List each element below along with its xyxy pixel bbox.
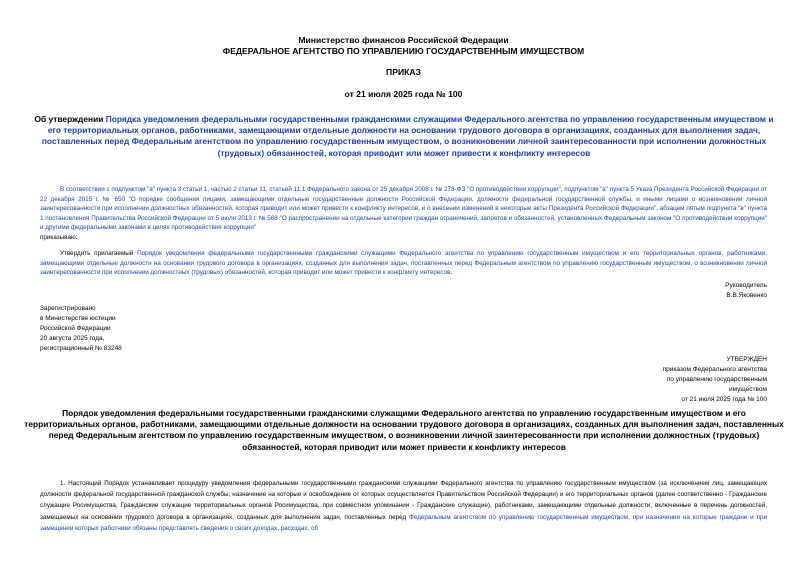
- approved-line: имуществом: [728, 386, 767, 393]
- registration-line: Российской Федерации: [40, 325, 111, 332]
- order-title-prefix: Об утверждении: [34, 114, 106, 124]
- document-date-number: от 21 июля 2025 года № 100: [344, 89, 463, 99]
- legal-basis-link[interactable]: В соответствии с подпунктом "а" пункта 3 статьи 1, частью 2 статьи 11, статьей 11.1 Федерального закона от 25 декабря 2008 г. № 273-ФЗ "О противодействии коррупции", подпунктом "а" пункта 5 Указа Президента Российской Федерации от 22 декабря 2015 г. № 650 "О порядке сообщения лицами, замещающими отдельные государственные должности Российской Федерации, должности федеральной государственной службы, и иными лицами о возникновении личной заинтересованности при исполнении должностных обязанностей, которая приводит или может привести к конфликту интересов, и о внесении изменений в некоторые акты Президента Российской Федерации", абзацем пятым подпункта "в" пункта 1 постановления Правительства Российской Федерации от 5 июля 2013 г. № 568 "О распространении на отдельные категории граждан ограничений, запретов и обязанностей, установленных Федеральным законом "О противодействии коррупции" и другими федеральными законами в целях противодействия коррупции": [40, 186, 768, 232]
- signature-role: Руководитель: [725, 282, 767, 289]
- document-type: ПРИКАЗ: [386, 67, 421, 77]
- clause-1-link[interactable]: Федеральным агентством по управлению государственным имуществом, при назначении на которые граждане и при замещении которых работники обязаны представлять сведения о своих доходах, расходах, об: [40, 513, 768, 532]
- approved-block: [567, 355, 767, 405]
- registration-block: [40, 304, 240, 354]
- procedure-title: Порядок уведомления федеральными государственными гражданскими служащими Федерального агентства по управлению государственным имуществом и его территориальных органов, работниками, замещающими отдельные должности на основании трудового договора в организациях, созданных для выполнения задач, поставленных перед Федеральным агентством по управлению государственным имуществом, о возникновении личной заинтересованности при исполнении должностных (трудовых) обязанностей, которая приводит или может привести к конфликту интересов: [24, 408, 784, 452]
- approve-paragraph: [40, 249, 767, 278]
- order-title: [34, 114, 774, 159]
- clause-1-text: 1. Настоящий Порядок устанавливает процедуру уведомления федеральными государственными гражданскими служащими Федерального агентства по управлению государственным имуществом (за исключением лиц, замещающих должности федеральной государственной гражданской службы, назначение на которые и освобождение от которых осуществляется Правительством Российской Федерации) и его территориальных органов (далее соответственно - Гражданские служащие Росимущества, Гражданские служащие территориальных органов Росимущества, при совместном упоминании - Гражданские служащие), работниками, замещающими отдельные должности, включенные в перечень должностей, замещаемых на основании трудового договора в организациях, созданных для выполнения задач, поставленных перед: [40, 480, 767, 521]
- registration-line: регистрационный № 83248: [40, 345, 122, 352]
- approve-procedure-link[interactable]: Порядок уведомления федеральными государственными гражданскими служащими Федерального агентства по управлению государственным имуществом и его территориальных органов, работниками, замещающими отдельные должности на основании трудового договора в организациях, созданных для выполнения задач, поставленных перед Федеральным агентством по управлению государственным имуществом, о возникновении личной заинтересованности при исполнении должностных (трудовых) обязанностей, которая приводит или может привести к конфликту интересов: [40, 250, 767, 277]
- preamble-paragraph: [40, 185, 767, 243]
- registration-line: 20 августа 2025 года,: [40, 335, 105, 342]
- approve-suffix: .: [450, 269, 453, 277]
- ministry-name: Министерство финансов Российской Федерации: [298, 35, 509, 45]
- registration-line: Зарегистрировано: [40, 305, 96, 312]
- approved-line: УТВЕРЖДЕН: [726, 356, 767, 363]
- approved-line: приказом Федерального агентства: [662, 366, 767, 373]
- approve-prefix: Утвердить прилагаемый: [60, 250, 138, 257]
- order-command: приказываю:: [40, 233, 78, 241]
- clause-1: [40, 478, 767, 534]
- approved-line: по управлению государственным: [666, 376, 767, 383]
- signature-name: В.В.Яковенко: [726, 292, 767, 299]
- registration-line: в Министерстве юстиции: [40, 315, 116, 322]
- approved-line: от 21 июля 2025 года № 100: [681, 396, 767, 403]
- agency-name: ФЕДЕРАЛЬНОЕ АГЕНТСТВО ПО УПРАВЛЕНИЮ ГОСУДАРСТВЕННЫМ ИМУЩЕСТВОМ: [222, 46, 585, 56]
- order-title-link[interactable]: Порядка уведомления федеральными государственными гражданскими служащими Федерального агентства по управлению государственным имуществом и его территориальных органов, работниками, замещающими отдельные должности на основании трудового договора в организациях, созданных для выполнения задач, поставленных перед Федеральным агентством по управлению государственным имуществом, о возникновении личной заинтересованности при исполнении должностных (трудовых) обязанностей, которая приводит или может привести к конфликту интересов: [41, 114, 774, 158]
- signature-block: [600, 281, 767, 301]
